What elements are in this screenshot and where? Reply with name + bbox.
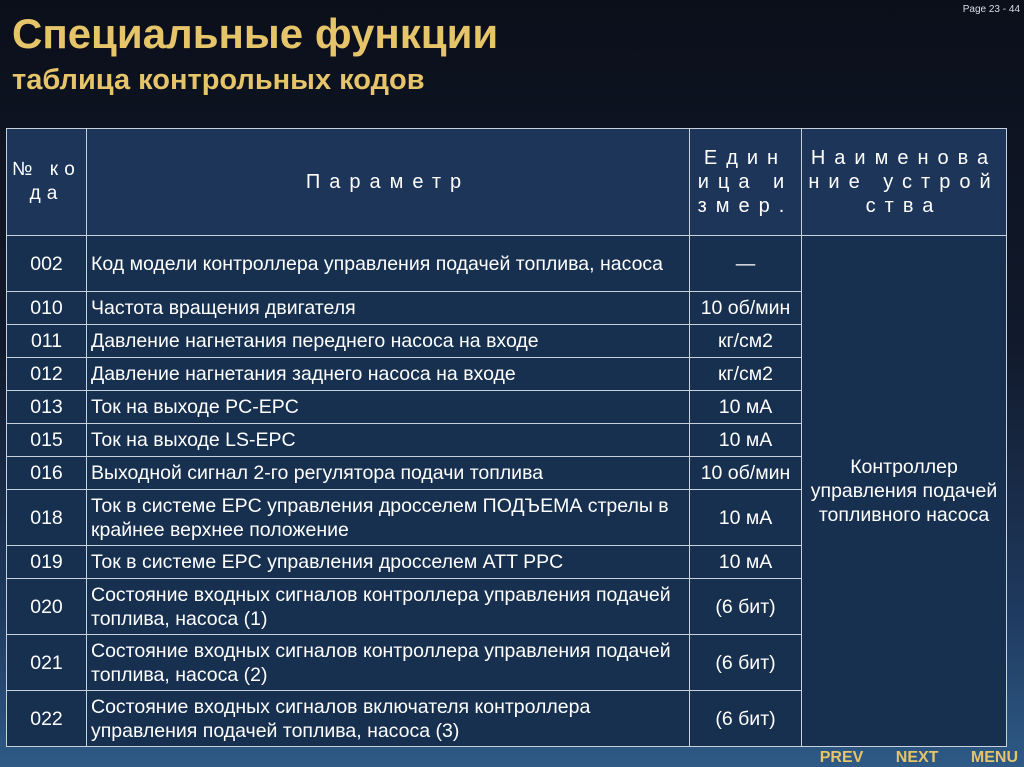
cell-unit: 10 об/мин — [690, 292, 802, 325]
cell-unit: — — [690, 236, 802, 292]
cell-unit: 10 мА — [690, 546, 802, 579]
header-code: № кода — [7, 129, 87, 236]
cell-parameter: Давление нагнетания переднего насоса на входе — [87, 325, 690, 358]
cell-code: 019 — [7, 546, 87, 579]
cell-code: 021 — [7, 635, 87, 691]
cell-parameter: Ток на выходе PC-EPC — [87, 391, 690, 424]
cell-parameter: Состояние входных сигналов контроллера управления подачей топлива, насоса (1) — [87, 579, 690, 635]
cell-code: 015 — [7, 424, 87, 457]
cell-parameter: Состояние входных сигналов контроллера управления подачей топлива, насоса (2) — [87, 635, 690, 691]
cell-code: 016 — [7, 457, 87, 490]
page-title: Специальные функции — [12, 10, 499, 57]
cell-parameter: Состояние входных сигналов включателя контроллера управления подачей топлива, насоса (3) — [87, 691, 690, 747]
cell-unit: 10 мА — [690, 490, 802, 546]
cell-code: 012 — [7, 358, 87, 391]
prev-button[interactable]: PREV — [819, 749, 864, 766]
cell-parameter: Давление нагнетания заднего насоса на входе — [87, 358, 690, 391]
cell-unit: (6 бит) — [690, 691, 802, 747]
cell-unit: 10 об/мин — [690, 457, 802, 490]
cell-parameter: Ток в системе EPC управления дросселем ATT PPC — [87, 546, 690, 579]
next-button[interactable]: NEXT — [895, 749, 939, 766]
cell-parameter: Частота вращения двигателя — [87, 292, 690, 325]
cell-code: 018 — [7, 490, 87, 546]
menu-button[interactable]: MENU — [970, 749, 1018, 766]
cell-unit: (6 бит) — [690, 579, 802, 635]
table-row — [7, 236, 1007, 292]
cell-unit: 10 мА — [690, 424, 802, 457]
cell-unit: кг/см2 — [690, 325, 802, 358]
cell-parameter: Код модели контроллера управления подачей топлива, насоса — [87, 236, 690, 292]
page-subtitle: таблица контрольных кодов — [12, 64, 425, 96]
cell-code: 010 — [7, 292, 87, 325]
table-header-row — [7, 129, 1007, 236]
cell-parameter: Выходной сигнал 2-го регулятора подачи топлива — [87, 457, 690, 490]
page-number: Page 23 - 44 — [962, 4, 1020, 15]
header-unit: Единица измер. — [690, 129, 802, 236]
cell-device-name: Контроллер управления подачей топливного насоса — [802, 236, 1007, 747]
header-parameter: Параметр — [87, 129, 690, 236]
cell-unit: (6 бит) — [690, 635, 802, 691]
cell-unit: кг/см2 — [690, 358, 802, 391]
cell-code: 022 — [7, 691, 87, 747]
cell-unit: 10 мА — [690, 391, 802, 424]
cell-parameter: Ток на выходе LS-EPC — [87, 424, 690, 457]
cell-code: 020 — [7, 579, 87, 635]
cell-code: 013 — [7, 391, 87, 424]
cell-parameter: Ток в системе EPC управления дросселем ПОДЪЕМА стрелы в крайнее верхнее положение — [87, 490, 690, 546]
navigation-bar — [792, 749, 1018, 767]
cell-code: 002 — [7, 236, 87, 292]
header-device: Наименование устройства — [802, 129, 1007, 236]
control-codes-table — [6, 128, 1007, 747]
cell-code: 011 — [7, 325, 87, 358]
